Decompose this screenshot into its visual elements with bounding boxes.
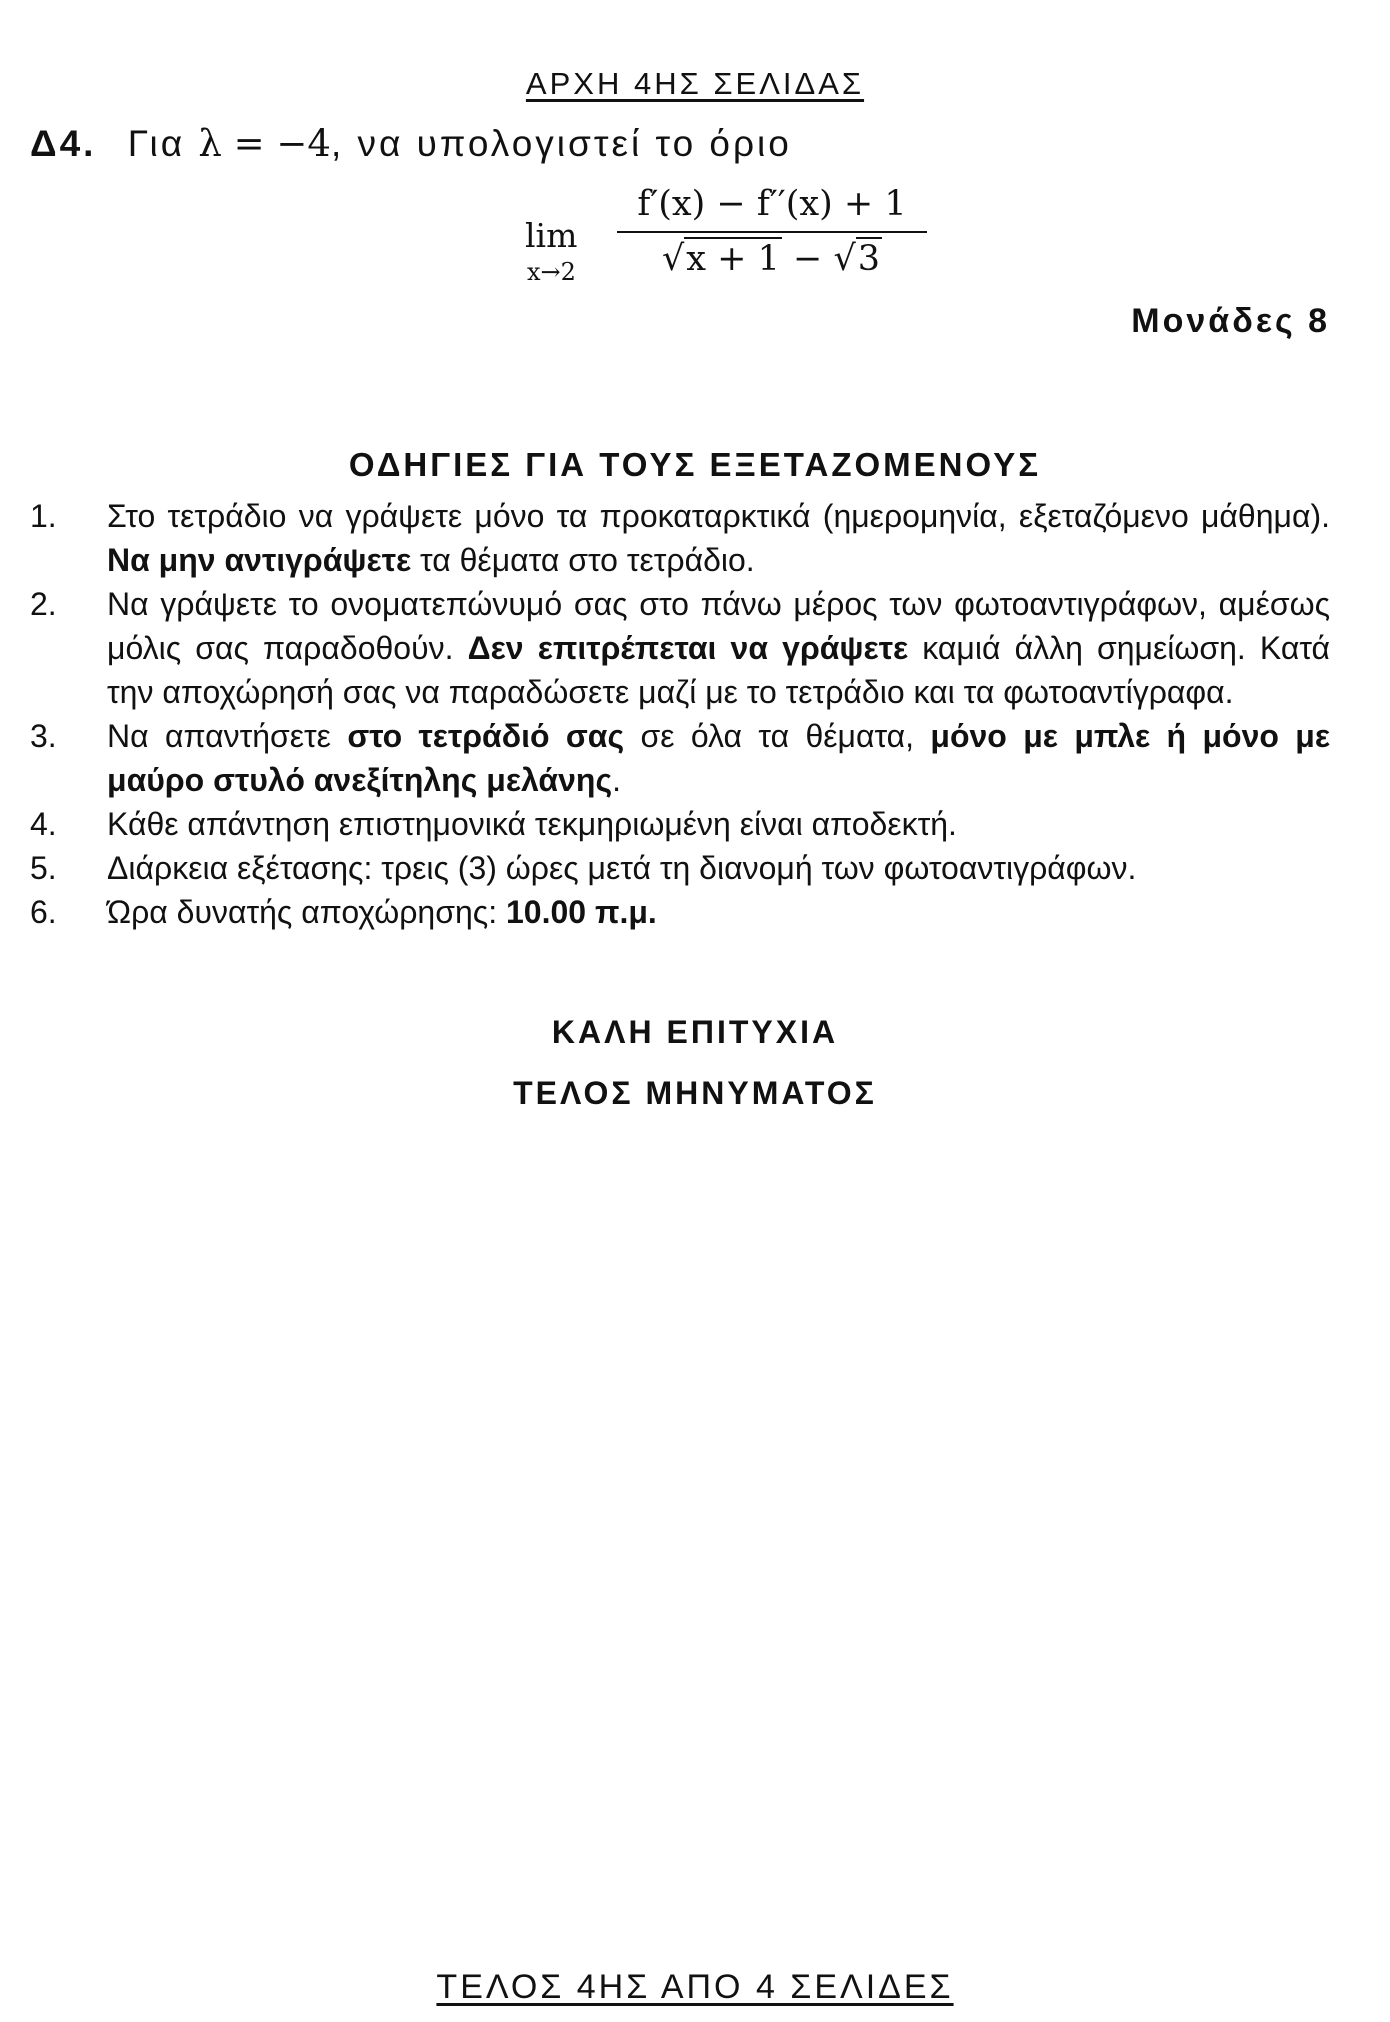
item-number: 1. bbox=[30, 498, 57, 534]
item-text: τα θέματα στο τετράδιο. bbox=[411, 542, 755, 578]
item-text: Διάρκεια εξέτασης: τρεις (3) ώρες μετά τη διανομή των φωτοαντιγράφων. bbox=[107, 850, 1137, 886]
sqrt-term-2 bbox=[833, 239, 882, 279]
limit-expression bbox=[525, 184, 935, 289]
question-intro-pre: Για bbox=[127, 123, 186, 164]
denominator-minus: − bbox=[781, 239, 834, 279]
radicand-1: x + 1 bbox=[686, 239, 780, 279]
limit-fraction bbox=[617, 184, 927, 279]
item-number: 3. bbox=[30, 718, 57, 754]
fraction-denominator bbox=[617, 239, 927, 279]
list-item bbox=[30, 714, 1330, 802]
limit-approach: x→2 bbox=[527, 258, 576, 286]
item-text: Στο τετράδιο να γράψετε μόνο τα προκαταρκτικά (ημερομηνία, εξεταζόμενο μάθημα). bbox=[107, 498, 1330, 534]
item-bold-text: Δεν επιτρέπεται να γράψετε bbox=[467, 630, 909, 666]
fraction-bar bbox=[617, 231, 927, 233]
question-intro-post: , να υπολογιστεί το όριο bbox=[330, 123, 792, 164]
fraction-numerator: f′(x) − f′′(x) + 1 bbox=[637, 184, 907, 224]
item-number: 5. bbox=[30, 850, 57, 886]
item-bold-text: Να μην αντιγράψετε bbox=[107, 542, 412, 578]
page-end-marker: ΤΕΛΟΣ 4ΗΣ ΑΠΟ 4 ΣΕΛΙΔΕΣ bbox=[436, 1968, 954, 2006]
item-text: Κάθε απάντηση επιστημονικά τεκμηριωμένη είναι αποδεκτή. bbox=[107, 806, 957, 842]
item-text: Να απαντήσετε bbox=[107, 718, 348, 754]
end-message-text: ΤΕΛΟΣ ΜΗΝΥΜΑΤΟΣ bbox=[513, 1075, 877, 1111]
item-bold-text: στο τετράδιό σας bbox=[347, 718, 625, 754]
list-item bbox=[30, 582, 1330, 714]
list-item bbox=[30, 494, 1330, 582]
item-number: 2. bbox=[30, 586, 57, 622]
list-item bbox=[30, 890, 1330, 934]
sqrt-term-1 bbox=[662, 239, 782, 279]
item-number: 6. bbox=[30, 894, 57, 930]
sqrt-symbol-2: √ bbox=[833, 239, 856, 279]
good-luck-text: ΚΑΛΗ ΕΠΙΤΥΧΙΑ bbox=[551, 1014, 839, 1050]
lambda-condition: λ = −4 bbox=[198, 122, 331, 165]
radicand-2: 3 bbox=[857, 239, 881, 279]
item-text: Να γράψετε το ονοματεπώνυμό σας στο πάνω μέρος των φωτοαντιγράφων, αμέσως μόλις σας παραδοθούν. bbox=[107, 586, 1330, 666]
instructions-list bbox=[30, 494, 1330, 934]
item-text: καμιά άλλη σημείωση. Κατά την αποχώρησή σας να παραδώσετε μαζί με το τετράδιο και τα φωτοαντίγραφα. bbox=[107, 630, 1331, 710]
item-text: . bbox=[612, 762, 621, 798]
item-bold-text: 10.00 π.μ. bbox=[505, 894, 657, 930]
page-start-marker: ΑΡΧΗ 4ΗΣ ΣΕΛΙΔΑΣ bbox=[525, 66, 865, 101]
item-text: Ώρα δυνατής αποχώρησης: bbox=[107, 894, 506, 930]
points-label: Μονάδες 8 bbox=[1131, 302, 1330, 340]
question-d4 bbox=[30, 122, 792, 165]
item-bold-text: μόνο με μπλε ή μόνο με μαύρο στυλό ανεξίτηλης μελάνης bbox=[107, 718, 1331, 798]
item-text: σε όλα τα θέματα, bbox=[624, 718, 931, 754]
list-item bbox=[30, 802, 1330, 846]
instructions-title: ΟΔΗΓΙΕΣ ΓΙΑ ΤΟΥΣ ΕΞΕΤΑΖΟΜΕΝΟΥΣ bbox=[348, 446, 1042, 483]
list-item bbox=[30, 846, 1330, 890]
limit-operator: lim bbox=[525, 216, 578, 255]
sqrt-symbol-1: √ bbox=[661, 239, 685, 279]
question-label: Δ4. bbox=[30, 123, 97, 164]
item-number: 4. bbox=[30, 806, 57, 842]
